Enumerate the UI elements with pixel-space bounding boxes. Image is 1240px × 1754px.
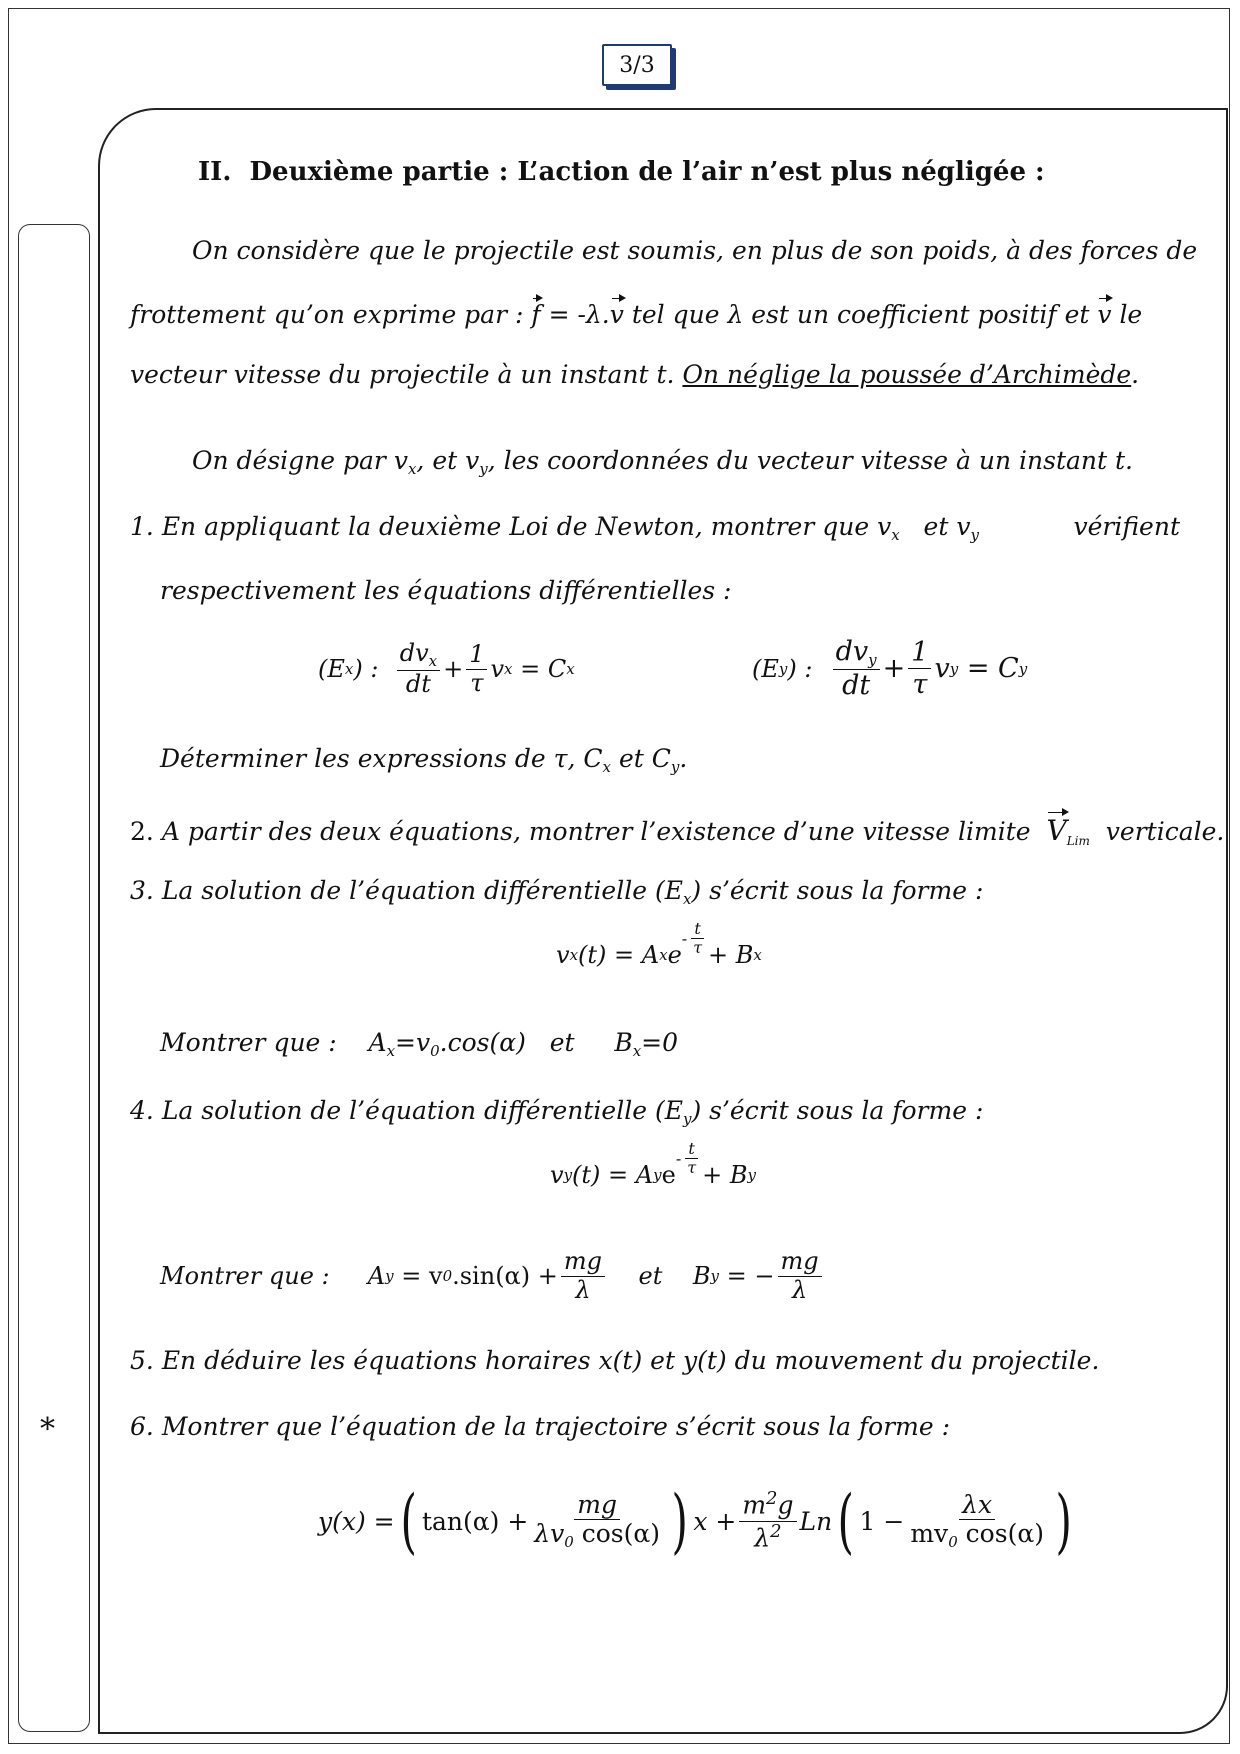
- bx-val: =0: [641, 1028, 679, 1057]
- determine-text: Déterminer les expressions de τ, C: [160, 744, 603, 773]
- ay-sub: y: [653, 1165, 662, 1184]
- v0-sub: 0: [430, 1042, 440, 1060]
- equation-vy: [550, 1139, 756, 1194]
- vx: v: [490, 655, 505, 684]
- exp-minus-2: -: [675, 1149, 682, 1169]
- determine-x: x: [602, 758, 611, 776]
- plus: +: [443, 655, 464, 684]
- g: g: [777, 1490, 794, 1520]
- intro-line-3: [130, 360, 1139, 389]
- vy-lhs-sub: y: [563, 1165, 573, 1184]
- bx: B: [614, 1028, 633, 1057]
- q6-number: 6.: [130, 1412, 154, 1441]
- coords-a: On désigne par v: [192, 446, 408, 475]
- exp-frac: [690, 920, 705, 958]
- dt-2: dt: [842, 670, 871, 702]
- q3-et: et: [549, 1028, 575, 1057]
- lv0-cos: cos(α): [573, 1519, 661, 1549]
- ey-label-end: ) :: [787, 654, 813, 683]
- q1-determine: [160, 744, 687, 776]
- intro-line-2b: tel que λ est un coefficient positif et: [631, 300, 1090, 329]
- ex-label-sub: x: [344, 660, 354, 679]
- x-plus: x +: [693, 1506, 737, 1536]
- dt: dt: [405, 670, 431, 699]
- lv0: λv: [534, 1519, 565, 1549]
- q1-line-1: [130, 512, 1180, 544]
- q5-text: En déduire les équations horaires x(t) et y(t) du mouvement du projectile.: [161, 1346, 1100, 1375]
- q1-x: x: [891, 526, 900, 544]
- vector-f: f: [531, 296, 540, 329]
- q4-text-b: ) s’écrit sous la forme :: [691, 1096, 984, 1125]
- equation-ey: [752, 636, 1027, 701]
- ay: A: [367, 1262, 386, 1291]
- ex-label-end: ) :: [353, 655, 379, 684]
- q1-verify: vérifient: [1073, 512, 1180, 541]
- q1-text: En appliquant la deuxième Loi de Newton, montrer que v: [161, 512, 892, 541]
- q2: [130, 810, 1224, 848]
- tan-term: tan(α) +: [421, 1506, 529, 1536]
- exponent: [682, 920, 708, 958]
- q3-show-text: Montrer que :: [160, 1028, 337, 1057]
- mg-2: mg: [778, 1248, 822, 1277]
- cx-sub: x: [566, 660, 575, 679]
- dvx: dv: [399, 639, 429, 667]
- intro-line-3c: .: [1131, 360, 1140, 389]
- mv0: mv: [910, 1519, 949, 1549]
- mg: mg: [561, 1248, 605, 1277]
- mg-over-lv0cos: [531, 1491, 663, 1552]
- plus-2: +: [882, 653, 906, 685]
- exp-e-2: e: [661, 1160, 676, 1189]
- ey-label-sub: y: [778, 659, 788, 678]
- coords-line: [192, 446, 1133, 478]
- margin-mark: *: [40, 1412, 55, 1447]
- q1-and: et v: [923, 512, 971, 541]
- q4-show: [160, 1248, 825, 1304]
- equation-vx: [556, 919, 762, 974]
- ex-label: (E: [318, 655, 345, 684]
- vector-vlim: V: [1046, 810, 1066, 847]
- q3-show: [160, 1028, 678, 1060]
- q1-y: y: [970, 526, 979, 544]
- lam: λ: [754, 1522, 771, 1552]
- ey-label: (E: [752, 654, 779, 683]
- lv0-sub: 0: [564, 1533, 574, 1552]
- tau-2: τ: [912, 669, 928, 701]
- exp-frac-2: [684, 1140, 699, 1178]
- bx-sub-2: x: [632, 1042, 642, 1060]
- ax-sub-2: x: [386, 1042, 396, 1060]
- by-sub-2: y: [710, 1267, 719, 1286]
- q5-number: 5.: [130, 1346, 154, 1375]
- m: m: [742, 1490, 767, 1520]
- q3-text-a: La solution de l’équation différentielle (E: [161, 876, 683, 905]
- by-eq: = −: [726, 1262, 775, 1291]
- ax-sub: x: [659, 945, 668, 964]
- q3-text-b: ) s’écrit sous la forme :: [691, 876, 984, 905]
- cy: C: [998, 653, 1019, 685]
- coords-y: y: [479, 460, 488, 478]
- equals-2: =: [966, 653, 990, 685]
- trajectory-equation: [318, 1480, 1077, 1562]
- dvy-dt-fraction: [833, 636, 880, 701]
- one-over-tau-2: [908, 637, 931, 700]
- intro-eq: = -λ.: [548, 300, 610, 329]
- coords-c: , les coordonnées du vecteur vitesse à un instant t.: [487, 446, 1133, 475]
- tau: τ: [470, 668, 484, 697]
- ax: A: [368, 1028, 387, 1057]
- intro-line-2a: frottement qu’on exprime par :: [130, 300, 524, 329]
- open-paren-2: (: [837, 1480, 855, 1562]
- exp-e: e: [667, 940, 682, 969]
- one: 1: [466, 641, 487, 670]
- q4-et: et: [638, 1262, 663, 1291]
- margin-column: [18, 224, 90, 1732]
- q2-number: 2.: [130, 817, 154, 846]
- m2g-over-l2: [739, 1489, 796, 1552]
- cy-sub: y: [1018, 659, 1028, 678]
- q6-mg: mg: [574, 1491, 620, 1521]
- y-of-x: y(x) =: [318, 1506, 395, 1536]
- exp-t-2: t: [685, 1140, 697, 1159]
- determine-y: y: [670, 758, 680, 776]
- q3-number: 3.: [130, 876, 154, 905]
- equation-ex: [318, 640, 575, 699]
- exp-tau: τ: [693, 938, 703, 958]
- by: B: [692, 1262, 711, 1291]
- mg-over-lambda: [561, 1248, 605, 1304]
- exp-tau-2: τ: [687, 1158, 697, 1178]
- vy: v: [934, 653, 950, 685]
- q6-text: Montrer que l’équation de la trajectoire s’écrit sous la forme :: [161, 1412, 951, 1441]
- mv0-cos: cos(α): [957, 1519, 1044, 1549]
- heading-text: Deuxième partie : L’action de l’air n’est plus négligée :: [249, 157, 1045, 187]
- intro-line-2: [130, 296, 1142, 329]
- dvy: dv: [835, 636, 869, 667]
- intro-line-2c: le: [1119, 300, 1143, 329]
- close-paren-1: ): [671, 1480, 688, 1562]
- archimede-note: On néglige la poussée d’Archimède: [682, 360, 1132, 389]
- bx-sub: x: [753, 945, 762, 964]
- by-sub: y: [747, 1165, 756, 1184]
- ax-val-end: .cos(α): [439, 1028, 526, 1057]
- lam-sup: 2: [770, 1520, 782, 1542]
- lx: λx: [959, 1491, 995, 1521]
- vlim-sub: Lim: [1066, 834, 1090, 848]
- ln: Ln: [799, 1506, 833, 1536]
- heading-number: II.: [198, 157, 232, 187]
- q6: [130, 1412, 950, 1441]
- vy-sub: y: [949, 659, 959, 678]
- coords-x: x: [407, 460, 417, 478]
- exp-t: t: [691, 920, 703, 939]
- vx-lhs: v: [556, 940, 570, 969]
- q3: [130, 876, 983, 908]
- equals: =: [520, 655, 541, 684]
- close-paren-2: ): [1055, 1480, 1072, 1562]
- mv0-sub: 0: [948, 1533, 958, 1552]
- one-minus: 1 −: [859, 1506, 905, 1536]
- exponent-2: [676, 1140, 702, 1178]
- exp-minus: -: [681, 929, 688, 949]
- q4: [130, 1096, 983, 1128]
- q4-y: y: [682, 1110, 692, 1128]
- q1-number: 1.: [130, 512, 154, 541]
- vector-v: v: [610, 296, 624, 329]
- vy-lhs-arg: (t) = A: [572, 1160, 654, 1189]
- q1-line-2: respectivement les équations différentielles :: [160, 576, 732, 605]
- dvx-sub: x: [428, 652, 438, 670]
- page-number: 3/3: [602, 44, 672, 86]
- vx-lhs-arg: (t) = A: [578, 940, 660, 969]
- q5: [130, 1346, 1099, 1375]
- section-heading: [198, 157, 1045, 187]
- intro-line-3a: vecteur vitesse du projectile à un instant t.: [130, 360, 675, 389]
- q4-show-text: Montrer que :: [160, 1262, 330, 1291]
- one-over-tau: [466, 641, 487, 697]
- lx-over-mv0cos: [907, 1491, 1047, 1552]
- intro-line-1: On considère que le projectile est soumis, en plus de son poids, à des forces de: [192, 236, 1198, 265]
- m-sup: 2: [766, 1488, 778, 1510]
- q2-text: A partir des deux équations, montrer l’existence d’une vitesse limite: [161, 817, 1031, 846]
- ax-val: =v: [395, 1028, 431, 1057]
- bx-rhs: + B: [708, 940, 754, 969]
- q2-end: verticale.: [1105, 817, 1225, 846]
- lambda-2: λ: [791, 1275, 808, 1304]
- ay-v0-sub: 0: [442, 1267, 453, 1286]
- coords-b: , et v: [416, 446, 480, 475]
- mg-over-lambda-2: [778, 1248, 822, 1304]
- ay-mid: .sin(α) +: [452, 1262, 558, 1291]
- vector-v-2: v: [1097, 296, 1111, 329]
- ay-sub-2: y: [385, 1267, 394, 1286]
- by-rhs: + B: [702, 1160, 748, 1189]
- vx-sub: x: [504, 660, 513, 679]
- open-paren-1: (: [400, 1480, 417, 1562]
- q4-text-a: La solution de l’équation différentielle (E: [161, 1096, 683, 1125]
- dvy-sub: y: [868, 651, 877, 669]
- q4-number: 4.: [130, 1096, 154, 1125]
- q3-x: x: [682, 890, 692, 908]
- ay-eq: = v: [401, 1262, 443, 1291]
- dvx-dt-fraction: [397, 640, 440, 699]
- determine-and: et C: [618, 744, 671, 773]
- vx-lhs-sub: x: [569, 945, 579, 964]
- determine-end: .: [679, 744, 688, 773]
- vy-lhs: v: [550, 1160, 564, 1189]
- lambda: λ: [575, 1275, 591, 1304]
- one-2: 1: [908, 637, 931, 669]
- cx: C: [547, 655, 567, 684]
